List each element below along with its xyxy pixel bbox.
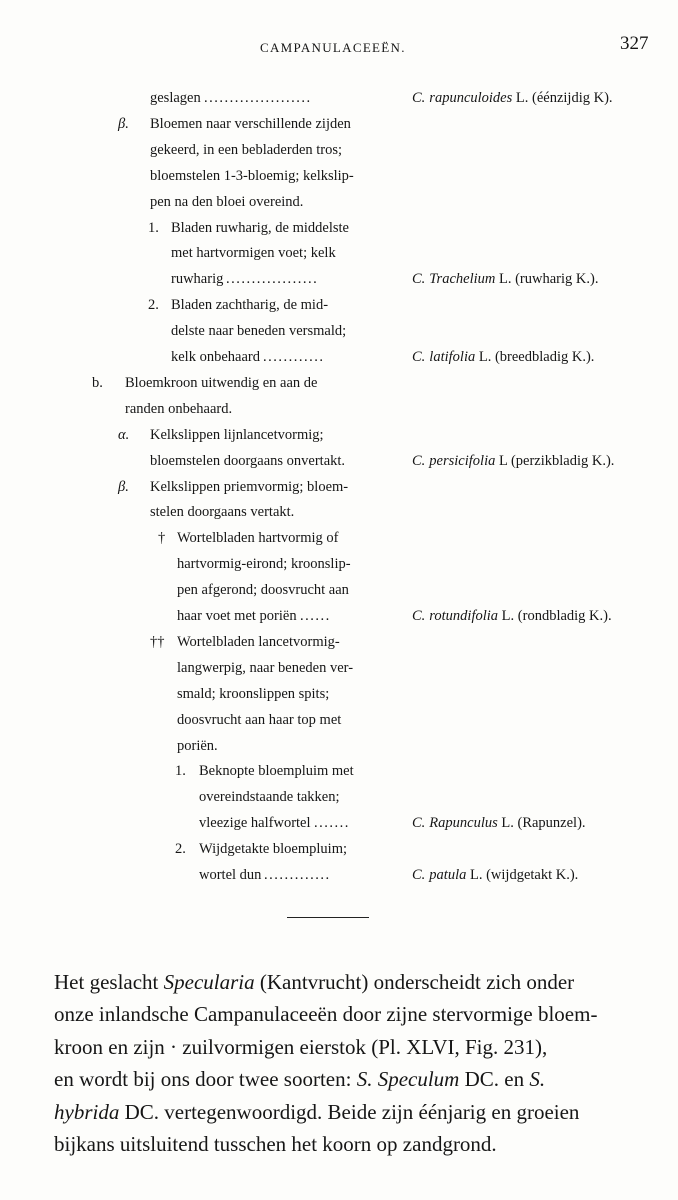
key-text: pen na den bloei overeind. [150,193,304,210]
key-line [0,396,678,422]
common-name: (rondbladig K.). [514,608,612,624]
species-epithet: patula [429,867,467,883]
key-line [0,240,678,266]
key-line [0,163,678,189]
key-line [0,733,678,759]
key-line [0,215,678,241]
key-line [0,318,678,344]
species-genus: C. [412,349,426,365]
key-text: Kelkslippen lijnlancetvormig; [150,426,324,443]
leader-dots: .................. [226,271,319,288]
key-line [0,810,678,836]
species-genus: C. [412,90,426,106]
key-marker: 1. [148,219,159,236]
key-text: Kelkslippen priemvormig; bloem- [150,478,349,495]
key-marker: 2. [148,297,159,314]
key-line [0,344,678,370]
key-line [0,836,678,862]
paragraph-line: kroon en zijn · zuilvormigen eierstok (Pl. XLVI, Fig. 231), [54,1034,548,1059]
key-text: hartvormig-eirond; kroonslip- [177,556,351,573]
key-text: langwerpig, naar beneden ver- [177,659,354,676]
key-text: overeindstaande takken; [199,789,340,806]
species-name: S. Speculum [356,1067,460,1092]
key-text: doosvrucht aan haar top met [177,711,342,728]
species-epithet: rapunculoides [429,90,513,106]
species-name [412,266,598,292]
specularia-paragraph [54,966,660,1160]
key-text: stelen doorgaans vertakt. [150,504,295,521]
key-text: gekeerd, in een bebladerden tros; [150,141,343,158]
section-divider [287,917,369,918]
species-author: L. [495,271,512,288]
leader-dots: ...... [300,608,331,624]
species-name [412,862,578,888]
key-line [0,137,678,163]
key-line [0,758,678,784]
common-name: (perzikbladig K.). [507,452,615,469]
key-text: geslagen [150,90,201,106]
paragraph-line: bijkans uitsluitend tusschen het koorn op zandgrond. [54,1131,497,1156]
key-marker: β. [118,115,129,132]
key-line [0,292,678,318]
species-genus: C. [412,867,426,883]
species-author: L. [475,349,492,365]
species-genus: C. [412,271,426,288]
species-name [412,448,614,474]
key-line [0,862,678,888]
leader-dots: ............ [263,349,325,365]
key-line [0,629,678,655]
key-text: met hartvormigen voet; kelk [171,245,336,262]
common-name: (breedbladig K.). [491,349,595,365]
common-name: (Rapunzel). [513,815,586,832]
key-text: delste naar beneden versmald; [171,323,347,340]
key-line [0,525,678,551]
leader-dots: ............. [264,867,331,883]
key-line [0,577,678,603]
species-name [412,810,586,836]
leader-dots: ....... [314,815,350,832]
species-genus: C. [412,452,426,469]
key-line [0,603,678,629]
key-text: poriën. [177,737,218,754]
key-text: bloemstelen 1-3-bloemig; kelkslip- [150,167,354,184]
key-text: kelk onbehaard [171,349,260,365]
key-text: Wijdgetakte bloempluim; [199,841,348,858]
key-line [0,707,678,733]
common-name: (wijdgetakt K.). [482,867,579,883]
paragraph-line: hybrida DC. vertegenwoordigd. Beide zijn éénjarig en groeien [54,1099,580,1124]
key-text: Bloemkroon uitwendig en aan de [125,374,318,391]
species-name: S. [529,1067,546,1092]
key-text: randen onbehaard. [125,400,233,417]
paragraph-line: Het geslacht Specularia (Kantvrucht) onderscheidt zich onder [54,970,575,994]
key-line [0,448,678,474]
key-marker: b. [92,374,103,391]
species-name [412,85,613,111]
species-epithet: rotundifolia [429,608,499,624]
page-header [0,32,678,62]
key-text: Bladen zachtharig, de mid- [171,297,329,314]
key-text: haar voet met poriën [177,608,297,624]
key-marker: †† [150,633,165,650]
species-author: L [495,452,508,469]
key-line [0,681,678,707]
running-title: CAMPANULACEEËN. [260,40,406,55]
key-line [0,111,678,137]
common-name: (ruwharig K.). [511,271,599,288]
species-author: L. [512,90,529,106]
key-text: ruwharig [171,271,224,288]
species-epithet: Rapunculus [429,815,498,832]
species-name: hybrida [54,1099,120,1124]
key-marker: 1. [175,763,186,780]
species-epithet: persicifolia [429,452,496,469]
key-text: Bloemen naar verschillende zijden [150,115,351,132]
key-line [0,784,678,810]
key-line [0,266,678,292]
paragraph-line: onze inlandsche Campanulaceeën door zijne stervormige bloem- [54,1002,598,1027]
key-text: vleezige halfwortel [199,815,311,832]
page-number: 327 [620,33,649,54]
species-genus: C. [412,815,426,832]
species-name [412,344,594,370]
key-marker: 2. [175,841,186,858]
key-line [0,85,678,111]
genus-name: Specularia [163,970,255,994]
key-line [0,370,678,396]
leader-dots: ..................... [204,90,312,106]
key-text: pen afgerond; doosvrucht aan [177,582,349,599]
key-text: Wortelbladen lancetvormig- [177,633,340,650]
key-text: Bladen ruwharig, de middelste [171,219,349,236]
common-name: (éénzijdig K). [528,90,613,106]
key-marker: β. [118,478,129,495]
key-line [0,551,678,577]
key-marker: α. [118,426,130,443]
key-text: wortel dun [199,867,262,883]
species-epithet: Trachelium [429,271,496,288]
species-name [412,603,612,629]
species-genus: C. [412,608,426,624]
key-marker: † [158,530,166,547]
key-line [0,189,678,215]
key-line [0,422,678,448]
species-epithet: latifolia [429,349,476,365]
key-text: smald; kroonslippen spits; [177,685,330,702]
key-line [0,499,678,525]
paragraph-line: en wordt bij ons door twee soorten: S. Speculum DC. en S. [54,1067,546,1092]
key-text: Beknopte bloempluim met [199,763,354,780]
species-author: L. [497,815,514,832]
key-text: Wortelbladen hartvormig of [177,530,339,547]
key-text: bloemstelen doorgaans onvertakt. [150,452,346,469]
species-author: L. [466,867,483,883]
key-line [0,474,678,500]
species-author: L. [498,608,515,624]
key-line [0,655,678,681]
